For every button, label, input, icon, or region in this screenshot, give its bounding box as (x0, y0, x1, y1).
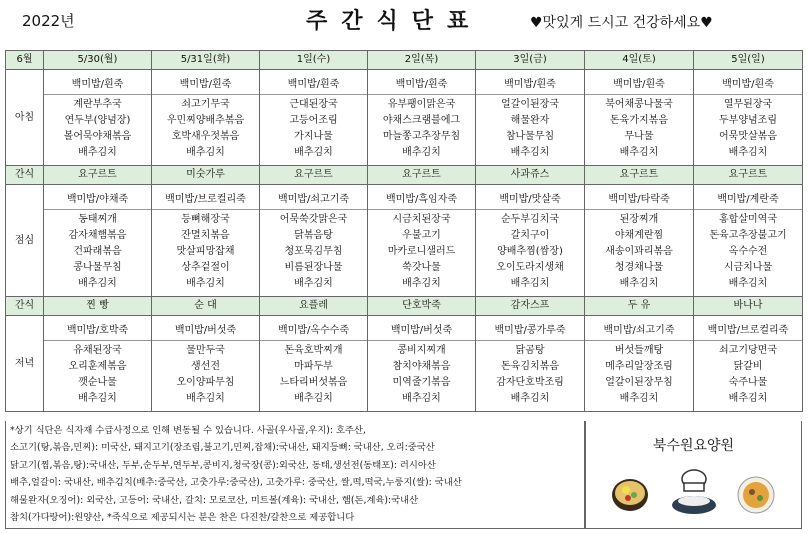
menu-item: 배추김치 (510, 277, 550, 289)
weekly-menu-table (5, 50, 803, 412)
dinner-cell (476, 316, 585, 412)
menu-item: 쇠고기무국 (181, 98, 230, 110)
menu-item: 배추김치 (728, 392, 768, 404)
snack-label: 간식 (6, 166, 44, 185)
lunch-cell (694, 185, 803, 297)
menu-item: 오이양파무침 (176, 376, 235, 388)
rice-porridge-label: 백미밥/버섯죽 (368, 321, 475, 341)
snack-cell: 요구르트 (368, 166, 476, 185)
snack-cell: 요구르트 (694, 166, 803, 185)
rice-porridge-label: 백미밥/옥수수죽 (260, 321, 367, 341)
day-header: 3일(금) (476, 51, 585, 70)
menu-item: 두부양념조림 (719, 114, 777, 126)
menu-item: 배추김치 (186, 277, 225, 289)
menu-item: 옥수수전 (728, 245, 768, 257)
menu-item: 숙주나물 (728, 376, 768, 388)
menu-item: 돈육고추장불고기 (709, 229, 787, 241)
dinner-cell (368, 316, 476, 412)
breakfast-cell (44, 70, 152, 166)
menu-item: 양배추찜(쌈장) (497, 245, 563, 257)
menu-item: 북어채콩나물국 (605, 98, 673, 110)
lunch-cell (585, 185, 694, 297)
breakfast-cell (585, 70, 694, 166)
chef-icon (672, 470, 716, 514)
menu-item: 배추김치 (402, 277, 441, 289)
menu-item: 건파래볶음 (73, 245, 122, 257)
snack-label: 간식 (6, 297, 44, 316)
snack1-row (6, 166, 803, 185)
rice-porridge-label: 백미밥/브로컬리죽 (152, 190, 259, 210)
menu-item: 고등어조림 (289, 114, 338, 126)
menu-item: 우불고기 (402, 229, 441, 241)
menu-item: 된장찌개 (619, 213, 659, 225)
menu-item: 배추김치 (619, 277, 659, 289)
menu-item: 순두부김치국 (501, 213, 559, 225)
snack-cell: 요구르트 (585, 166, 694, 185)
day-header: 4일(토) (585, 51, 694, 70)
menu-item: 어묵맛살볶음 (719, 130, 777, 142)
day-header: 5/31일(화) (152, 51, 260, 70)
menu-item: 유부팽이맑은국 (387, 98, 456, 110)
snack-cell: 찐 빵 (44, 297, 152, 316)
menu-item: 배추김치 (186, 146, 225, 158)
snack-cell: 사과쥬스 (476, 166, 585, 185)
note-line: 소고기(탕,볶음,민찌): 미국산, 돼지고기(장조림,불고기,민찌,잡채):국내산, 돼지등뼈: 국내산, 오리:중국산 (10, 442, 435, 454)
rice-porridge-label: 백미밥/흑임자죽 (368, 190, 475, 210)
menu-item: 배추김치 (728, 277, 768, 289)
bibimbap-icon (612, 479, 648, 511)
menu-item: 볼어묵야채볶음 (63, 130, 132, 142)
menu-item: 청포묵김무침 (284, 245, 343, 257)
menu-item: 쑥갓나물 (402, 261, 441, 273)
lunch-row (6, 185, 803, 297)
menu-item: 배추김치 (294, 392, 333, 404)
menu-item: 돈육가지볶음 (610, 114, 668, 126)
menu-item: 닭곰탕 (515, 344, 545, 356)
menu-item: 어묵쑥갓맑은국 (279, 213, 348, 225)
note-line: 참치(가다랑어):원양산, *죽식으로 제공되시는 분은 찬은 다진찬/갈찬으로 제공합니다 (10, 512, 355, 524)
menu-item: 연두부(양념장) (64, 114, 131, 126)
menu-item: 깻순나물 (78, 376, 117, 388)
menu-item: 배추김치 (510, 146, 550, 158)
menu-item: 닭갈비 (733, 360, 763, 372)
dinner-label: 저녁 (6, 316, 44, 412)
rice-porridge-label: 백미밥/흰죽 (476, 75, 584, 95)
origin-notes (5, 421, 585, 529)
menu-item: 열무된장국 (723, 98, 773, 110)
snack-cell: 단호박죽 (368, 297, 476, 316)
menu-item: 비름된장나물 (284, 261, 343, 273)
food-illustrations (604, 465, 784, 521)
page-title: 주간식단표 (306, 9, 483, 34)
menu-item: 배추김치 (619, 146, 659, 158)
snack2-row (6, 297, 803, 316)
breakfast-cell (260, 70, 368, 166)
menu-item: 느타리버섯볶음 (279, 376, 348, 388)
menu-item: 등뼈해장국 (181, 213, 230, 225)
menu-item: 생선전 (191, 360, 220, 372)
snack-cell: 요구르트 (44, 166, 152, 185)
menu-item: 버섯들깨탕 (614, 344, 664, 356)
menu-item: 마카로니샐러드 (387, 245, 456, 257)
rice-porridge-label: 백미밥/브로컬리죽 (694, 321, 802, 341)
menu-item: 쇠고기당면국 (719, 344, 777, 356)
lunch-cell (260, 185, 368, 297)
rice-porridge-label: 백미밥/호박죽 (44, 321, 151, 341)
breakfast-cell (152, 70, 260, 166)
note-line: *상기 식단은 식자재 수급사정으로 인해 변동될 수 있습니다. 사골(우사골,우지): 호주산, (10, 425, 366, 436)
rice-porridge-label: 백미밥/맛살죽 (476, 190, 584, 210)
month-label: 6월 (6, 51, 44, 70)
menu-item: 얼갈이된장국 (501, 98, 559, 110)
snack-cell: 미숫가루 (152, 166, 260, 185)
menu-item: 동태찌개 (78, 213, 117, 225)
menu-item: 시금치나물 (723, 261, 773, 273)
menu-item: 호박새우젓볶음 (171, 130, 240, 142)
menu-item: 배추김치 (294, 277, 333, 289)
menu-item: 홍합살미역국 (719, 213, 777, 225)
facility-box (585, 421, 802, 529)
rice-porridge-label: 백미밥/쇠고기죽 (585, 321, 693, 341)
menu-item: 배추김치 (186, 392, 225, 404)
dinner-cell (44, 316, 152, 412)
menu-item: 메추리알장조림 (605, 360, 673, 372)
rice-porridge-label: 백미밥/쇠고기죽 (260, 190, 367, 210)
menu-item: 가지나물 (294, 130, 333, 142)
menu-item: 야채계란찜 (614, 229, 664, 241)
menu-item: 갈치구이 (510, 229, 550, 241)
dinner-cell (260, 316, 368, 412)
snack-cell: 감자스프 (476, 297, 585, 316)
breakfast-cell (368, 70, 476, 166)
menu-item: 콩비지찌개 (397, 344, 446, 356)
menu-item: 감자채햄볶음 (68, 229, 127, 241)
menu-item: 야채스크램블에그 (382, 114, 461, 126)
menu-item: 배추김치 (619, 392, 659, 404)
rice-porridge-label: 백미밥/흰죽 (152, 75, 259, 95)
note-line: 닭고기(찜,볶음,탕):국내산, 두부,순두부,연두부,콩비지,청국장(콩):외국산, 동태,생선전(동태포): 러시아산 (10, 459, 436, 471)
snack-cell: 요구르트 (260, 166, 368, 185)
menu-item: 잔멸치볶음 (181, 229, 230, 241)
menu-item: 새송이꽈리볶음 (605, 245, 673, 257)
rice-porridge-label: 백미밥/콩가루죽 (476, 321, 584, 341)
dinner-row (6, 316, 803, 412)
slogan: ♥맛있게 드시고 건강하세요♥ (530, 15, 713, 31)
menu-item: 얼갈이된장무침 (605, 376, 673, 388)
day-header: 5/30(월) (44, 51, 152, 70)
dinner-cell (585, 316, 694, 412)
breakfast-row (6, 70, 803, 166)
rice-porridge-label: 백미밥/야채죽 (44, 190, 151, 210)
rice-porridge-label: 백미밥/흰죽 (694, 75, 802, 95)
menu-item: 배추김치 (78, 277, 117, 289)
menu-item: 배추김치 (402, 392, 441, 404)
menu-item: 물만두국 (186, 344, 225, 356)
year-label: 2022년 (22, 12, 75, 30)
menu-item: 배추김치 (728, 146, 768, 158)
lunch-cell (44, 185, 152, 297)
day-header: 5일(일) (694, 51, 803, 70)
day-header: 2일(목) (368, 51, 476, 70)
rice-porridge-label: 백미밥/흰죽 (585, 75, 693, 95)
snack-cell: 두 유 (585, 297, 694, 316)
menu-item: 해물완자 (510, 114, 550, 126)
note-line: 배추,얼갈이: 국내산, 배추김치(배추:중국산, 고춧가루:중국산), 고춧가루: 중국산, 쌀,떡,떡국,누룽지(쌀): 국내산 (10, 477, 462, 489)
menu-item: 감자단호박조림 (496, 376, 564, 388)
menu-item: 배추김치 (78, 146, 117, 158)
breakfast-cell (694, 70, 803, 166)
menu-item: 배추김치 (402, 146, 441, 158)
facility-name: 북수원요양원 (652, 438, 735, 454)
menu-item: 청경채나물 (614, 261, 664, 273)
menu-item: 배추김치 (78, 392, 117, 404)
menu-item: 오이도라지생채 (496, 261, 564, 273)
header-row (6, 51, 803, 70)
snack-cell: 요플레 (260, 297, 368, 316)
menu-item: 맛살피망잡채 (176, 245, 235, 257)
menu-item: 무나물 (624, 130, 654, 142)
menu-item: 미역줄기볶음 (392, 376, 451, 388)
menu-item: 참나물무침 (505, 130, 555, 142)
menu-item: 돈육호박찌개 (284, 344, 343, 356)
rice-porridge-label: 백미밥/버섯죽 (152, 321, 259, 341)
snack-cell: 순 대 (152, 297, 260, 316)
rice-porridge-label: 백미밥/타락죽 (585, 190, 693, 210)
menu-item: 배추김치 (510, 392, 550, 404)
menu-item: 참치야채볶음 (392, 360, 451, 372)
rice-porridge-label: 백미밥/흰죽 (44, 75, 151, 95)
day-header: 1일(수) (260, 51, 368, 70)
rice-porridge-label: 백미밥/흰죽 (368, 75, 475, 95)
menu-item: 닭볶음탕 (294, 229, 333, 241)
soup-icon (738, 477, 774, 513)
menu-item: 근대된장국 (289, 98, 338, 110)
menu-item: 콩나물무침 (73, 261, 122, 273)
lunch-cell (368, 185, 476, 297)
rice-porridge-label: 백미밥/흰죽 (260, 75, 367, 95)
menu-item: 돈육김치볶음 (501, 360, 559, 372)
note-line: 해물완자(오징어): 외국산, 고등어: 국내산, 갈치: 모로코산, 미트볼(계육): 국내산, 햄(돈,계육):국내산 (10, 494, 419, 506)
menu-item: 상추겉절이 (181, 261, 230, 273)
breakfast-cell (476, 70, 585, 166)
menu-item: 계란부추국 (73, 98, 122, 110)
menu-item: 유채된장국 (73, 344, 122, 356)
dinner-cell (694, 316, 803, 412)
menu-item: 마파두부 (294, 360, 333, 372)
lunch-cell (476, 185, 585, 297)
menu-item: 배추김치 (294, 146, 333, 158)
breakfast-label: 아침 (6, 70, 44, 166)
snack-cell: 바나나 (694, 297, 803, 316)
lunch-cell (152, 185, 260, 297)
dinner-cell (152, 316, 260, 412)
rice-porridge-label: 백미밥/계란죽 (694, 190, 802, 210)
menu-item: 마늘쫑고추장무침 (382, 130, 461, 142)
menu-item: 오리훈제볶음 (68, 360, 127, 372)
menu-item: 우민찌양배추볶음 (166, 114, 245, 126)
menu-item: 시금치된장국 (392, 213, 451, 225)
lunch-label: 점심 (6, 185, 44, 297)
